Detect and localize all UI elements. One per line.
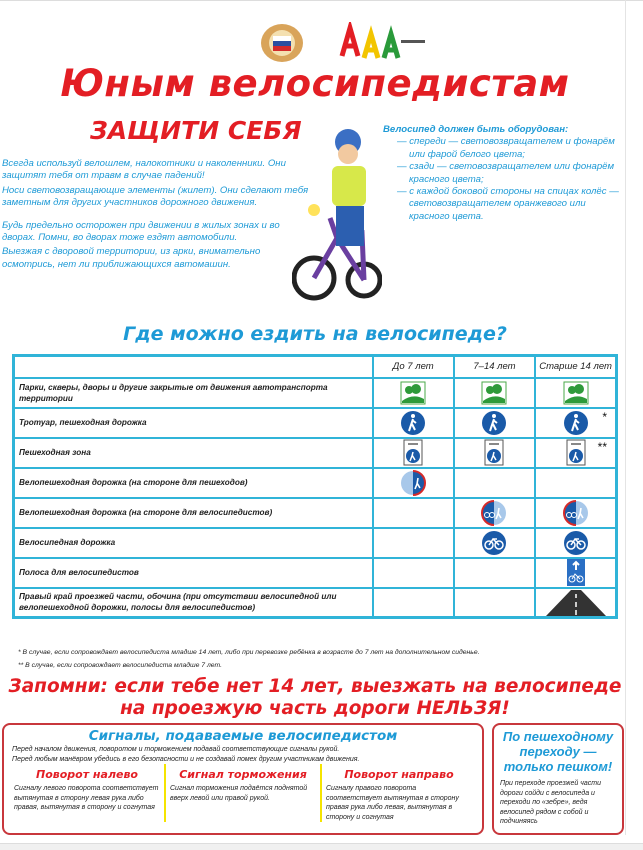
table-cell <box>535 468 616 498</box>
equipment-sides: — с каждой боковой стороны на спицах колёс — световозвращателем оранжевого или красного цвета. <box>397 186 619 222</box>
warning-line-2: на проезжую часть дороги НЕЛЬЗЯ! <box>120 698 510 719</box>
table-cell <box>373 408 454 438</box>
pedestrian-zone-sign-icon <box>484 448 504 457</box>
crossing-text: При переходе проезжей части дороги сойди с велосипеда и переходи по «зебре», ведя велосипед рядом с собой и подчиняясь <box>500 780 601 825</box>
table-cell <box>373 528 454 558</box>
equipment-info <box>383 124 628 223</box>
crossing-title: По пешеходному переходу — только пешком! <box>502 729 614 774</box>
signals-panel <box>2 723 484 835</box>
park-sign-icon <box>400 388 426 397</box>
table-cell <box>454 588 535 618</box>
row-label: Велопешеходная дорожка (на стороне для пешеходов) <box>14 468 373 498</box>
park-sign-icon <box>481 388 507 397</box>
footnote-mark: * <box>602 409 607 424</box>
equipment-rear: — сзади — световозвращателем или фонарём красного цвета; <box>397 161 615 185</box>
warning-message <box>0 676 630 720</box>
table-row <box>14 378 617 408</box>
table-cell <box>373 468 454 498</box>
table-cell <box>454 408 535 438</box>
row-label: Велопешеходная дорожка (на стороне для велосипедистов) <box>14 498 373 528</box>
where-to-ride-table <box>12 354 618 619</box>
advice-2: Носи световозвращающие элементы (жилет). Они сделают тебя заметным для других участников дорожного движения. <box>2 184 309 209</box>
signals-intro-1: Перед началом движения, поворотом и торможением подавай соответствующие сигналы рукой. <box>12 746 340 753</box>
table-cell <box>454 558 535 588</box>
col-over-14: Старше 14 лет <box>535 356 616 378</box>
table-cell <box>535 498 616 528</box>
table-row <box>14 468 617 498</box>
table-row <box>14 558 617 588</box>
table-row <box>14 438 617 468</box>
signal-right-turn: Поворот направо Сигналу правого поворота соответствует вытянутая в сторону правая рука либо левая, вытянутая в сторону и согнутая <box>320 764 476 822</box>
row-label: Пешеходная зона <box>14 438 373 468</box>
table-row <box>14 408 617 438</box>
warning-line-1: Запомни: если тебе нет 14 лет, выезжать на велосипеде <box>8 676 622 697</box>
bicycle-lane-sign-icon <box>567 568 585 577</box>
pedestrian-zone-sign-icon <box>566 448 586 457</box>
row-label: Тротуар, пешеходная дорожка <box>14 408 373 438</box>
crossing-panel <box>492 723 624 835</box>
table-cell <box>454 378 535 408</box>
shared-path-cyclist-side-icon <box>481 508 507 517</box>
dad-logo <box>338 22 428 62</box>
table-cell <box>535 558 616 588</box>
row-label: Правый край проезжей части, обочина (при отсутствии велосипедной или велопешеходной дорожки, полосы для велосипедистов) <box>14 588 373 618</box>
equipment-heading: Велосипед должен быть оборудован: <box>383 124 569 135</box>
poster-subtitle: ЗАЩИТИ СЕБЯ <box>90 116 302 145</box>
pedestrian-sign-icon <box>563 418 589 427</box>
table-cell <box>373 588 454 618</box>
signals-title: Сигналы, подаваемые велосипедистом <box>88 728 398 744</box>
top-divider <box>0 0 643 1</box>
advice-3: Будь предельно осторожен при движении в жилых зонах и во дворах. Помни, во дворах тоже ездят автомобили. <box>2 219 280 244</box>
shared-path-cyclist-side-icon <box>563 508 589 517</box>
park-sign-icon <box>563 388 589 397</box>
table-row <box>14 588 617 618</box>
table-row <box>14 528 617 558</box>
footnote-1: * В случае, если сопровождает велосипедиста младше 14 лет, либо при перевозке ребёнка в возрасте до 7 лет на дополнительном сиденье. <box>18 649 480 656</box>
table-cell <box>373 438 454 468</box>
child-with-bicycle-illustration <box>292 128 382 318</box>
table-cell <box>535 378 616 408</box>
table-cell <box>373 498 454 528</box>
table-cell <box>454 468 535 498</box>
row-label: Полоса для велосипедистов <box>14 558 373 588</box>
footnote-2: ** В случае, если сопровождает велосипедиста младше 7 лет. <box>18 662 222 669</box>
advice-1: Всегда используй велошлем, налокотники и наколенники. Они защитят тебя от травм в случае падений! <box>2 158 286 182</box>
bicycle-path-sign-icon <box>563 538 589 547</box>
table-cell <box>373 378 454 408</box>
shared-path-pedestrian-side-icon <box>400 478 426 487</box>
signals-intro-2: Перед любым манёвром убедись в его безопасности и не создавай помех другим участникам движения. <box>12 755 360 763</box>
col-under-7: До 7 лет <box>373 356 454 378</box>
table-cell <box>373 558 454 588</box>
where-to-ride-heading: Где можно ездить на велосипеде? <box>123 323 507 345</box>
row-label: Парки, скверы, дворы и другие закрытые от движения автотранспорта территории <box>14 378 373 408</box>
pedestrian-zone-sign-icon <box>403 448 423 457</box>
bottom-bar <box>0 843 643 850</box>
table-cell <box>535 438 616 468</box>
road-icon <box>546 597 606 606</box>
signal-braking: Сигнал торможения Сигнал торможения подаётся поднятой вверх левой или правой рукой. <box>164 764 320 822</box>
table-cell <box>535 588 616 618</box>
col-7-14: 7–14 лет <box>454 356 535 378</box>
table-row <box>14 498 617 528</box>
table-cell <box>454 498 535 528</box>
bicycle-path-sign-icon <box>481 538 507 547</box>
table-cell <box>454 438 535 468</box>
pedestrian-sign-icon <box>481 418 507 427</box>
advice-4: Выезжая с дворовой территории, из арки, внимательно осмотрись, нет ли приближающихся автомашин. <box>2 246 261 270</box>
row-label: Велосипедная дорожка <box>14 528 373 558</box>
poster-title: Юным велосипедистам <box>60 62 570 105</box>
safety-advice <box>2 158 310 273</box>
traffic-police-emblem-icon <box>258 22 306 64</box>
table-cell <box>454 528 535 558</box>
signal-left-turn: Поворот налево Сигналу левого поворота соответствует вытянутая в сторону левая рука либо правая, вытянутая в сторону и согнутая <box>14 768 159 811</box>
table-cell <box>535 528 616 558</box>
equipment-front: — спереди — световозвращателем и фонарём или фарой белого цвета; <box>397 136 615 160</box>
table-header-row <box>14 356 617 378</box>
table-cell <box>535 408 616 438</box>
footnote-mark: ** <box>597 439 607 454</box>
pedestrian-sign-icon <box>400 418 426 427</box>
